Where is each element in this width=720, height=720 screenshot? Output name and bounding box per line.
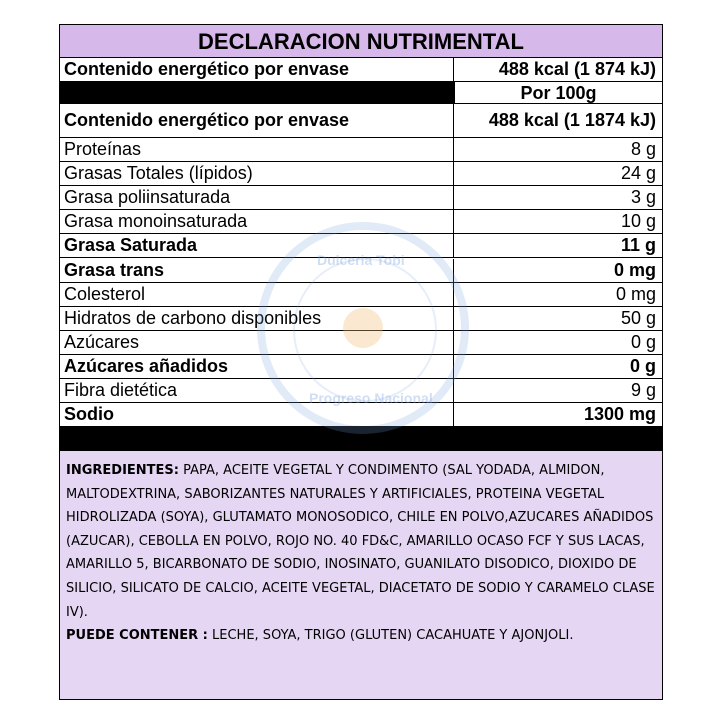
nutrient-label: Hidratos de carbono disponibles [60, 307, 454, 330]
energy-per-package-value: 488 kcal (1 874 kJ) [498, 59, 656, 79]
nutrient-label: Proteínas [60, 138, 454, 161]
nutrient-value: 8 g [630, 139, 656, 159]
energy-per-100g-row [60, 104, 662, 138]
ingredients-label: INGREDIENTES: [66, 463, 179, 478]
watermark-bottom-text: Progreso Nacional [309, 390, 433, 406]
nutrient-row [60, 259, 662, 283]
nutrient-label: Grasa poliinsaturada [60, 186, 454, 209]
nutrient-value: 0 g [630, 331, 656, 352]
nutrient-row [60, 307, 662, 331]
panel-title: DECLARACION NUTRIMENTAL [60, 25, 662, 58]
nutrient-label: Grasas Totales (lípidos) [60, 162, 454, 185]
nutrient-value: 10 g [620, 211, 656, 232]
nutrient-label: Azúcares añadidos [60, 355, 454, 378]
nutrient-label: Azúcares [60, 331, 454, 354]
nutrient-row [60, 283, 662, 307]
nutrient-label: Colesterol [60, 283, 454, 306]
nutrient-row [60, 331, 662, 355]
nutrient-row [60, 186, 662, 210]
nutrient-label: Grasa monoinsaturada [60, 210, 454, 233]
energy-per-package-row [60, 58, 662, 82]
nutrient-row [60, 355, 662, 379]
nutrient-row [60, 379, 662, 403]
may-contain-label: PUEDE CONTENER : [66, 628, 208, 644]
nutrient-value: 9 g [630, 380, 656, 400]
energy-per-100g-value: 488 kcal (1 1874 kJ) [488, 110, 656, 130]
nutrient-row [60, 403, 662, 427]
nutrient-value: 11 g [620, 235, 656, 256]
may-contain-text: LECHE, SOYA, TRIGO (GLUTEN) CACAHUATE Y AJONJOLI. [207, 628, 574, 644]
nutrient-value: 1300 mg [583, 404, 656, 425]
black-separator-bar [60, 427, 662, 451]
nutrient-value: 0 mg [613, 259, 656, 280]
nutrient-value: 50 g [620, 307, 656, 328]
energy-per-100g-label: Contenido energético por envase [60, 104, 454, 137]
per-100g-header-row [60, 82, 662, 104]
nutrient-row [60, 138, 662, 162]
nutrition-panel [59, 24, 663, 700]
nutrient-value: 0 mg [615, 283, 656, 304]
nutrient-row [60, 162, 662, 186]
nutrient-label: Fibra dietética [60, 379, 454, 402]
nutrient-row [60, 210, 662, 234]
nutrient-row [60, 234, 662, 258]
ingredients-box [60, 451, 662, 699]
ingredients-text: PAPA, ACEITE VEGETAL Y CONDIMENTO (SAL YODADA, ALMIDON, MALTODEXTRINA, SABORIZANTES NATURALES Y ARTIFICIALES, PROTEINA VEGETAL HIDROLIZADA (SOYA), GLUTAMATO MONOSODICO, CHILE EN POLVO,AZUCARES AÑADIDOS (AZUCAR), CEBOLLA EN POLVO, ROJO NO. 40 FD&C, AMARILLO OCASO FCF Y SUS LACAS, AMARILLO 5, BICARBONATO DE SODIO, INOSINATO, GUANILATO DISODICO, DIOXIDO DE SILICIO, SILICATO DE CALCIO, ACEITE VEGETAL, DIACETATO DE SODIO Y CARAMELO CLASE IV). [66, 463, 655, 620]
nutrient-label: Sodio [60, 403, 454, 426]
nutrient-value: 0 g [629, 355, 656, 376]
nutrient-label: Grasa Saturada [60, 234, 454, 257]
nutrient-value: 3 g [630, 187, 656, 208]
watermark-top-text: Dulceria Tobi [317, 252, 405, 268]
energy-per-package-label: Contenido energético por envase [60, 58, 454, 81]
per-100g-header: Por 100g [454, 82, 662, 103]
nutrient-label: Grasa trans [60, 259, 454, 282]
nutrient-value: 24 g [620, 163, 656, 184]
